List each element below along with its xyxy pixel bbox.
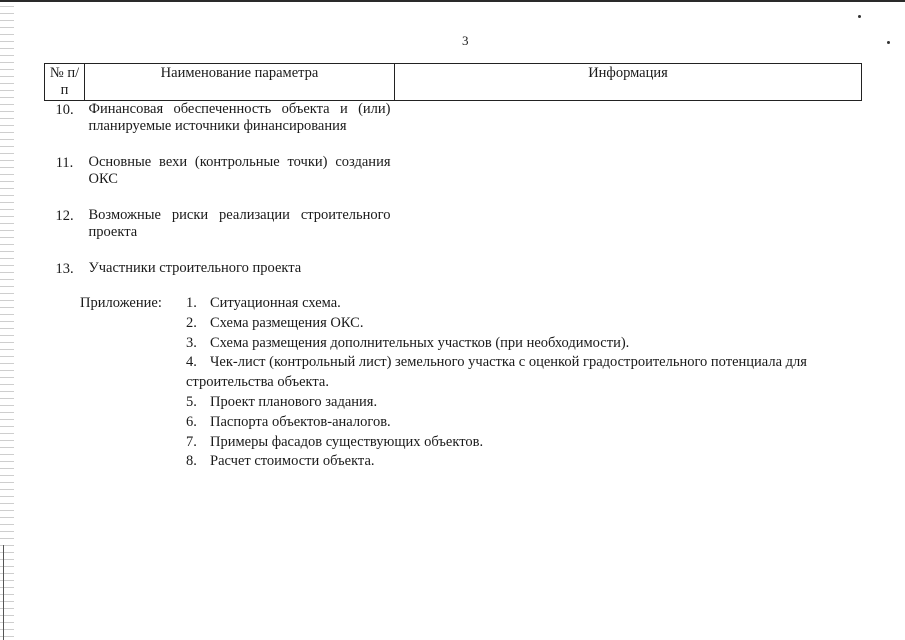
appendix-item — [186, 393, 846, 413]
row-information — [395, 154, 862, 207]
appendix-item-text: Расчет стоимости объекта. — [210, 453, 375, 470]
appendix-item-number: 8. — [186, 453, 197, 470]
top-scan-border — [0, 0, 905, 2]
appendix-item-text: Ситуационная схема. — [210, 295, 341, 311]
table-row — [45, 101, 862, 155]
appendix-item-number: 3. — [186, 334, 197, 351]
appendix-item-number: 7. — [186, 433, 197, 450]
row-parameter-name: Основные вехи (контрольные точки) создания ОКС — [88, 154, 391, 187]
appendix-label: Приложение: — [80, 295, 162, 311]
header-information: Информация — [395, 64, 862, 101]
appendix-item — [186, 294, 846, 314]
appendix-item — [186, 314, 846, 334]
appendix-item-text: Схема размещения дополнительных участков (при необходимости). — [210, 334, 630, 351]
row-parameter-name: Финансовая обеспеченность объекта и (или) планируемые источники финансирования — [88, 101, 391, 134]
row-information — [395, 101, 862, 155]
row-number: 10. — [55, 102, 74, 118]
appendix-item-number: 1. — [186, 295, 197, 311]
appendix-item — [186, 353, 846, 393]
table-row — [45, 260, 862, 281]
appendix-item-number: 6. — [186, 413, 197, 430]
row-number: 12. — [55, 208, 74, 224]
appendix-item-text: Схема размещения ОКС. — [210, 314, 364, 331]
row-parameter-name: Возможные риски реализации строительного проекта — [88, 207, 391, 240]
appendix-item — [186, 452, 846, 472]
scan-speck — [887, 41, 890, 44]
row-information — [395, 260, 862, 281]
table-row — [45, 154, 862, 207]
appendix-item-text: Чек-лист (контрольный лист) земельного участка с оценкой градостроительного потенциала для строительства объекта. — [186, 354, 807, 391]
table-header-row — [45, 64, 862, 101]
row-parameter-name: Участники строительного проекта — [88, 260, 302, 276]
left-scan-edge — [0, 0, 14, 640]
appendix-item — [186, 334, 846, 354]
left-scan-line — [3, 545, 4, 640]
row-information — [395, 207, 862, 260]
appendix-item-number: 2. — [186, 314, 197, 331]
scan-speck — [858, 15, 861, 18]
table-row — [45, 207, 862, 260]
row-number: 13. — [55, 261, 74, 277]
header-number: № п/п — [45, 64, 85, 101]
header-parameter-name: Наименование параметра — [85, 64, 395, 101]
row-number: 11. — [55, 155, 74, 171]
appendix-item — [186, 413, 846, 433]
appendix-item — [186, 433, 846, 453]
appendix-list — [186, 294, 846, 472]
parameters-table — [44, 63, 862, 281]
appendix-item-text: Проект планового задания. — [210, 393, 378, 410]
appendix-item-number: 4. — [186, 354, 197, 371]
page-number: 3 — [462, 33, 469, 48]
appendix-item-text: Паспорта объектов-аналогов. — [210, 413, 391, 430]
appendix-item-number: 5. — [186, 393, 197, 410]
appendix-item-text: Примеры фасадов существующих объектов. — [210, 433, 484, 450]
